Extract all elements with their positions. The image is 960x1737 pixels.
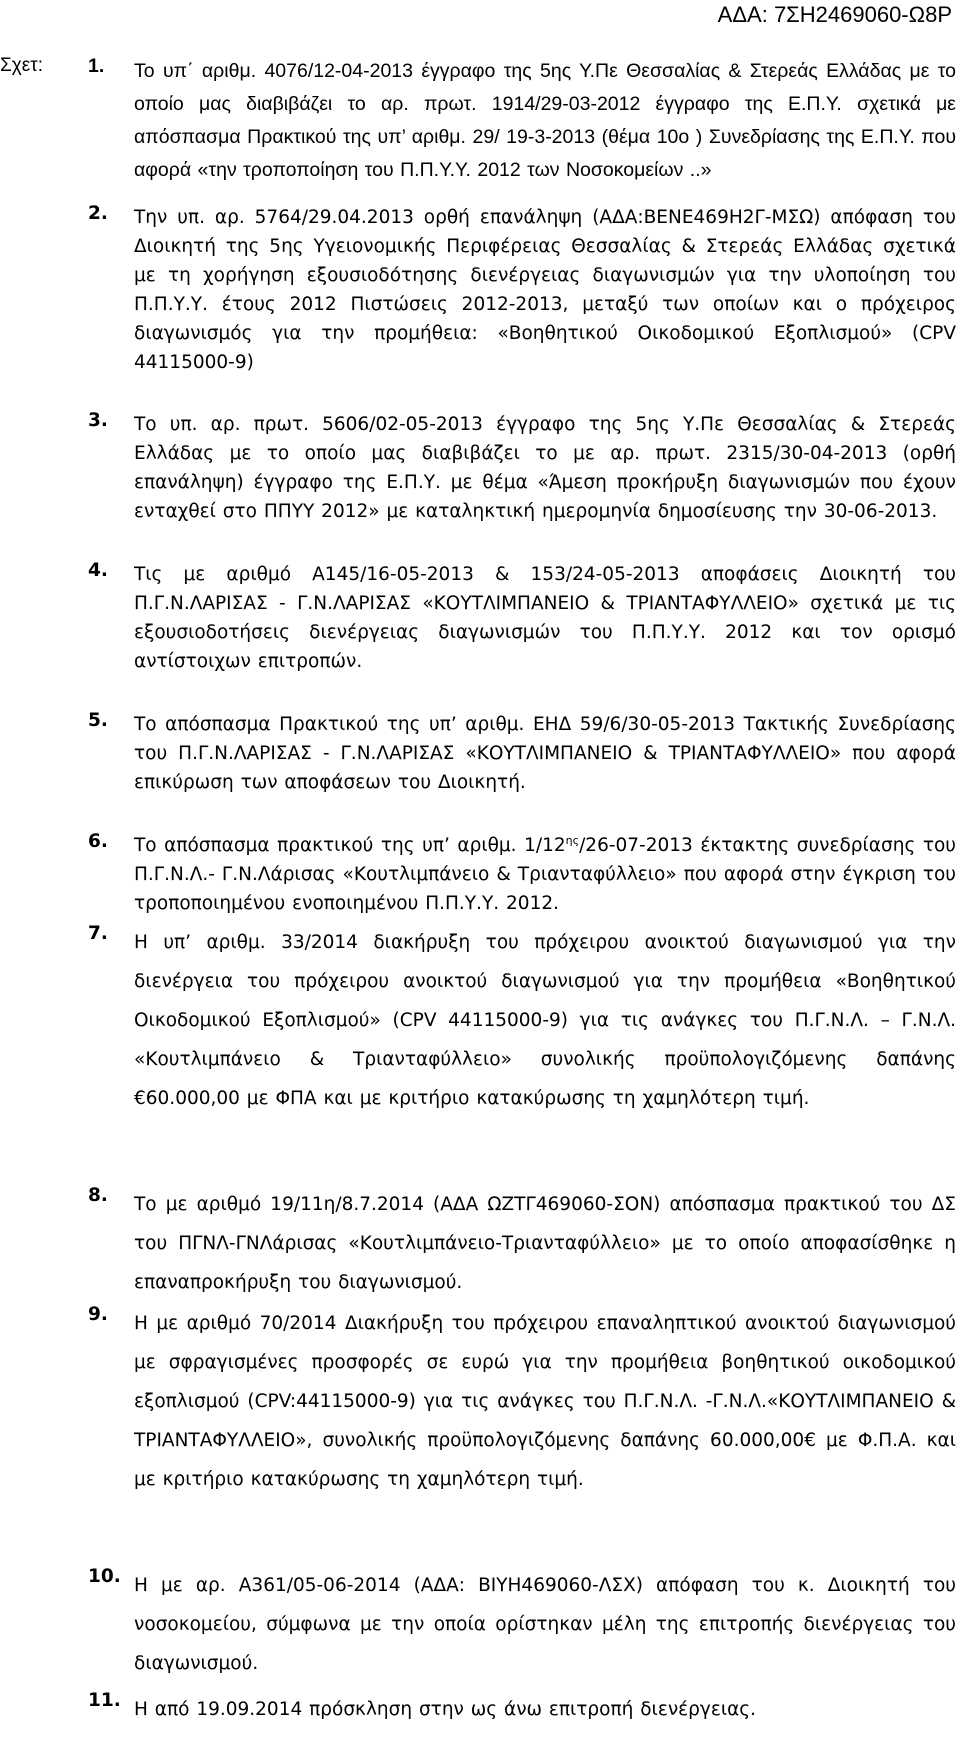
item-number: 3. — [88, 410, 108, 431]
ordinal-superscript: ης — [565, 833, 580, 847]
item-number: 8. — [88, 1185, 108, 1206]
item-number: 5. — [88, 710, 108, 731]
item-number: 11. — [88, 1690, 121, 1711]
item-text: Η με αρ. Α361/05-06-2014 (ΑΔΑ: ΒΙΥΗ469060-ΛΣΧ) απόφαση του κ. Διοικητή του νοσοκομείου, σύμφωνα με την οποία ορίστηκαν μέλη της επιτροπής διενέργειας του διαγωνισμού. — [134, 1575, 956, 1674]
item-text: Το υπ. αρ. πρωτ. 5606/02-05-2013 έγγραφο της 5ης Υ.Πε Θεσσαλίας & Στερεάς Ελλάδας με το οποίο μας διαβιβάζει το με αρ. πρωτ. 2315/30-04-2013 (ορθή επανάληψη) έγγραφο της Ε.Π.Υ. με θέμα «Άμεση προκήρυξη διαγωνισμών που έχουν ενταχθεί στο ΠΠΥΥ 2012» με καταληκτική ημερομηνία δημοσίευσης την 30-06-2013. — [134, 414, 956, 522]
item-text: Τις με αριθμό Α145/16-05-2013 & 153/24-05-2013 αποφάσεις Διοικητή του Π.Γ.Ν.ΛΑΡΙΣΑΣ - Γ.Ν.ΛΑΡΙΣΑΣ «ΚΟΥΤΛΙΜΠΑΝΕΙΟ & ΤΡΙΑΝΤΑΦΥΛΛΕΙΟ» σχετικά με τις εξουσιοδοτήσεις διενέργειας διαγωνισμών του Π.Π.Υ.Υ. 2012 και τον ορισμό αντίστοιχων επιτροπών. — [134, 564, 956, 672]
item-text: Η με αριθμό 70/2014 Διακήρυξη του πρόχειρου επαναληπτικού ανοικτού διαγωνισμού με σφραγισμένες προσφορές σε ευρώ για την προμήθεια βοηθητικού οικοδομικού εξοπλισμού (CPV:44115000-9) για τις ανάγκες του Π.Γ.Ν.Λ. -Γ.Ν.Λ.«ΚΟΥΤΛΙΜΠΑΝΕΙΟ & ΤΡΙΑΝΤΑΦΥΛΛΕΙΟ», συνολικής προϋπολογιζόμενης δαπάνης 60.000,00€ με Φ.Π.Α. και με κριτήριο κατακύρωσης τη χαμηλότερη τιμή. — [134, 1313, 956, 1490]
item-text — [134, 831, 956, 918]
item-text: Το υπ΄ αριθμ. 4076/12-04-2013 έγγραφο της 5ης Υ.Πε Θεσσαλίας & Στερεάς Ελλάδας με το οποίο μας διαβιβάζει το αρ. πρωτ. 1914/29-03-2012 έγγραφο της Ε.Π.Υ. σχετικά με απόσπασμα Πρακτικού της υπ’ αριθμ. 29/ 19-3-2013 (θέμα 10ο ) Συνεδρίασης της Ε.Π.Υ. που αφορά «την τροποποίηση του Π.Π.Υ.Υ. 2012 των Νοσοκομείων ..» — [134, 60, 956, 181]
item-number: 10. — [88, 1566, 121, 1587]
item-number: 2. — [88, 203, 108, 224]
relation-label: Σχετ: — [0, 55, 43, 76]
item-text-before: Το απόσπασμα πρακτικού της υπ’ αριθμ. 1/12 — [134, 835, 566, 856]
item-text: Την υπ. αρ. 5764/29.04.2013 ορθή επανάληψη (ΑΔΑ:ΒΕΝΕ469Η2Γ-ΜΣΩ) απόφαση του Διοικητή της 5ης Υγειονομικής Περιφέρειας Θεσσαλίας & Στερεάς Ελλάδας σχετικά με τη χορήγηση εξουσιοδότησης διενέργειας διαγωνισμών για την υλοποίηση του Π.Π.Υ.Υ. έτους 2012 Πιστώσεις 2012-2013, μεταξύ των οποίων και ο πρόχειρος διαγωνισμός για την προμήθεια: «Βοηθητικού Οικοδομικού Εξοπλισμού» (CPV 44115000-9) — [134, 207, 956, 373]
item-number: 1. — [88, 55, 105, 77]
item-text: Η υπ’ αριθμ. 33/2014 διακήρυξη του πρόχειρου ανοικτού διαγωνισμού για την διενέργεια του πρόχειρου ανοικτού διαγωνισμού για την προμήθεια «Βοηθητικού Οικοδομικού Εξοπλισμού» (CPV 44115000-9) για τις ανάγκες του Π.Γ.Ν.Λ. – Γ.Ν.Λ. «Κουτλιμπάνειο & Τριανταφύλλειο» συνολικής προϋπολογιζόμενης δαπάνης €60.000,00 με ΦΠΑ και με κριτήριο κατακύρωσης τη χαμηλότερη τιμή. — [134, 932, 956, 1109]
item-number: 9. — [88, 1304, 108, 1325]
item-text-after: /26-07-2013 έκτακτης συνεδρίασης του Π.Γ.Ν.Λ.- Γ.Ν.Λάρισας «Κουτλιμπάνειο & Τριανταφύλλειο» που αφορά στην έγκριση του τροποποιημένου ενοποιημένου Π.Π.Υ.Υ. 2012. — [134, 835, 956, 914]
item-text: Η από 19.09.2014 πρόσκληση στην ως άνω επιτροπή διενέργειας. — [134, 1699, 757, 1720]
item-text: Το με αριθμό 19/11η/8.7.2014 (ΑΔΑ ΩΖΤΓ469060-ΣΟΝ) απόσπασμα πρακτικού του ΔΣ του ΠΓΝΛ-ΓΝΛάρισας «Κουτλιμπάνειο-Τριανταφύλλειο» με το οποίο αποφασίσθηκε η επαναπροκήρυξη του διαγωνισμού. — [134, 1194, 956, 1293]
item-number: 6. — [88, 831, 108, 852]
item-text: Το απόσπασμα Πρακτικού της υπ’ αριθμ. ΕΗΔ 59/6/30-05-2013 Τακτικής Συνεδρίασης του Π.Γ.Ν.ΛΑΡΙΣΑΣ - Γ.Ν.ΛΑΡΙΣΑΣ «ΚΟΥΤΛΙΜΠΑΝΕΙΟ & ΤΡΙΑΝΤΑΦΥΛΛΕΙΟ» που αφορά επικύρωση των αποφάσεων του Διοικητή. — [134, 714, 956, 793]
ada-code: ΑΔΑ: 7ΣΗ2469060-Ω8Ρ — [717, 2, 952, 27]
item-number: 4. — [88, 560, 108, 581]
item-number: 7. — [88, 923, 108, 944]
